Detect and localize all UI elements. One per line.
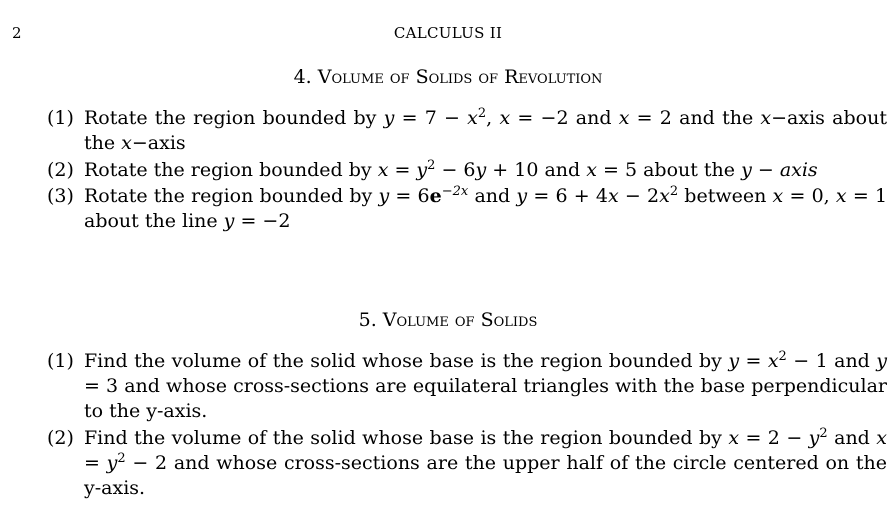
item-label: (1) xyxy=(47,107,74,129)
section-4-number: 4. xyxy=(293,66,312,88)
item-label: (3) xyxy=(47,185,74,207)
item-label: (2) xyxy=(47,427,74,449)
section-5-number: 5. xyxy=(358,309,377,331)
item-text: Find the volume of the solid whose base is the region bounded by $x = 2 - y^2$ and $x = y^2 - 2$ and whose cross-sections are the upper half of the circle centered on the y-axis. xyxy=(84,426,887,499)
page-number: 2 xyxy=(12,24,22,42)
item-label: (1) xyxy=(47,350,74,372)
item-label: (2) xyxy=(47,159,74,181)
section-5-title-text: Volume of Solids xyxy=(382,309,538,331)
section-4-title-text: Volume of Solids of Revolution xyxy=(317,66,603,88)
section-4-item-3 xyxy=(47,184,887,234)
item-text: Rotate the region bounded by $y = 6e^{-2x}$ and $y = 6 + 4x - 2x^2$ between x = 0, x = 1 about the line y = −2 xyxy=(84,184,888,232)
section-4-item-1 xyxy=(47,106,887,156)
item-text: Find the volume of the solid whose base is the region bounded by $y = x^2 - 1$ and y = 3 and whose cross-sections are equilateral triangles with the base perpendicular to the y-axis. xyxy=(84,349,888,422)
section-5-item-2 xyxy=(47,426,887,501)
item-text: Rotate the region bounded by $y = 7 - x^2$, x = −2 and x = 2 and the x−axis about the x−axis xyxy=(84,106,887,154)
section-5-title xyxy=(0,309,896,331)
item-text: Rotate the region bounded by $x = y^2 - 6y + 10$ and x = 5 about the y − axis xyxy=(84,158,818,181)
section-4-title xyxy=(0,66,896,88)
section-4-item-2 xyxy=(47,158,887,183)
section-5-item-1 xyxy=(47,349,887,424)
running-head: CALCULUS II xyxy=(393,24,503,42)
